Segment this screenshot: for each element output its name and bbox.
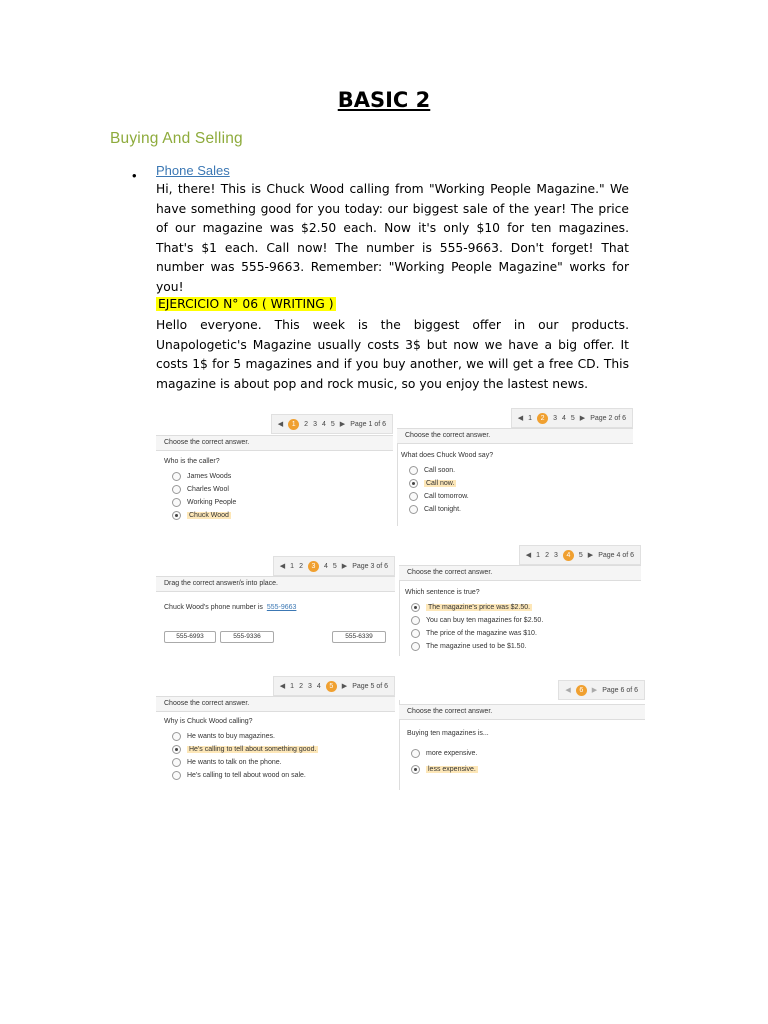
page-4[interactable]: 4 [563,550,574,561]
page-3[interactable]: 3 [308,561,319,572]
radio-selected-icon[interactable] [411,765,420,774]
next-icon[interactable]: ▶ [587,552,594,559]
option-selected[interactable] [172,743,318,756]
page-2[interactable]: 2 [545,551,549,559]
option[interactable] [411,745,478,761]
option-label: Call tonight. [424,506,461,513]
paragraph-writing: Hello everyone. This week is the biggest offer in our products. Unapologetic's Magazine usually costs 3$ but now we have a big offer. It costs 1$ for 5 magazines and if you buy another, we will get a free CD. This magazine is about pop and rock music, so you enjoy the lastest news. [156,318,629,391]
pager [273,676,395,696]
instruction: Choose the correct answer. [399,565,641,581]
prev-icon[interactable]: ◀ [277,421,284,428]
page-label: Page 5 of 6 [352,682,388,690]
quiz-panel-3 [156,556,395,656]
drop-target[interactable]: 555-9663 [266,604,297,611]
page-label: Page 6 of 6 [602,686,638,694]
drag-option[interactable]: 555-6993 [164,631,216,643]
option[interactable] [172,470,236,483]
drag-option[interactable]: 555-9336 [220,631,274,643]
prev-icon[interactable]: ◀ [279,683,286,690]
page-2[interactable]: 2 [537,413,548,424]
option-label: Working People [187,499,237,506]
page-2[interactable]: 2 [299,682,303,690]
phone-sales-link[interactable]: Phone Sales [156,163,230,178]
page-1[interactable]: 1 [290,562,295,570]
radio-icon[interactable] [409,492,418,501]
instruction: Drag the correct answer/s into place. [156,576,395,592]
paragraph-phone-sales: Hi, there! This is Chuck Wood calling from "Working People Magazine." We have something good for you today: our biggest sale of the year! The price of our magazine was $2.50 each. Now it's only $10 for ten magazines. That's $1 each. Call now! The number is 555-9663. Don't forget! That number was 555-9663. Remember: "Working People Magazine" works for you! [156,182,629,294]
option[interactable] [172,483,236,496]
options [411,745,478,777]
radio-icon[interactable] [172,498,181,507]
bullet: • [132,168,137,183]
page-1[interactable]: 1 [290,682,295,690]
options [409,464,469,516]
option-label: He wants to buy magazines. [187,733,275,740]
pager [273,556,395,576]
page-4[interactable]: 4 [323,562,328,570]
question: Chuck Wood's phone number is [164,604,263,611]
page-2[interactable]: 2 [304,420,309,428]
quiz-panel-6 [399,680,645,790]
radio-selected-icon[interactable] [172,511,181,520]
option-label: The price of the magazine was $10. [426,630,537,637]
option-label: more expensive. [426,749,478,757]
instruction: Choose the correct answer. [397,428,633,444]
option-label: He wants to talk on the phone. [187,759,282,766]
option-label: Call tomorrow. [424,493,469,500]
page-5[interactable]: 5 [326,681,337,692]
page-label: Page 4 of 6 [598,551,634,559]
page-2[interactable]: 2 [299,562,303,570]
page-3[interactable]: 3 [553,414,557,422]
option-label: Chuck Wood [189,512,229,519]
radio-icon[interactable] [172,771,181,780]
instruction: Choose the correct answer. [399,704,645,720]
page-3[interactable]: 3 [553,551,558,559]
option-label: The magazine used to be $1.50. [426,643,527,650]
prev-icon[interactable]: ◀ [565,687,571,694]
quiz-panel-5 [156,676,395,790]
quiz-panel-2 [397,408,633,526]
pager [558,680,645,700]
next-icon[interactable]: ▶ [579,415,586,422]
page-4[interactable]: 4 [316,682,321,690]
option[interactable] [172,769,318,782]
option[interactable] [172,496,236,509]
radio-icon[interactable] [172,485,181,494]
option[interactable] [172,730,318,743]
exercise-heading: EJERCICIO N° 06 ( WRITING ) [158,297,334,311]
prev-icon[interactable]: ◀ [279,563,286,570]
radio-icon[interactable] [172,732,181,741]
radio-selected-icon[interactable] [172,745,181,754]
option-label: You can buy ten magazines for $2.50. [426,617,544,624]
drag-option[interactable]: 555-6339 [332,631,386,643]
question: Why is Chuck Wood calling? [164,718,253,725]
page-4[interactable]: 4 [561,414,566,422]
quiz-panel-1 [156,414,393,526]
option[interactable] [409,490,469,503]
options [172,470,236,522]
option-label: The magazine's price was $2.50. [428,604,531,611]
radio-selected-icon[interactable] [409,479,418,488]
page-5[interactable]: 5 [578,551,583,559]
question: Who is the caller? [164,458,220,465]
page-4[interactable]: 4 [321,420,326,428]
option-selected[interactable] [411,601,543,614]
radio-icon[interactable] [172,758,181,767]
option[interactable] [411,627,543,640]
option[interactable] [411,614,543,627]
option-label: James Woods [187,473,232,480]
instruction: Choose the correct answer. [156,435,393,451]
instruction: Choose the correct answer. [156,696,395,712]
page-1[interactable]: 1 [288,419,299,430]
option-label: He's calling to tell about wood on sale. [187,772,306,779]
option-label: Charles Wool [187,486,229,493]
page-3[interactable]: 3 [307,682,312,690]
option-selected[interactable] [409,477,469,490]
option-selected[interactable] [172,509,236,522]
options [411,601,543,653]
page-5[interactable]: 5 [332,562,337,570]
page-1[interactable]: 1 [536,551,541,559]
options [172,730,318,782]
page-6[interactable]: 6 [576,685,587,696]
page-label: Page 3 of 6 [352,562,388,570]
document-title: BASIC 2 [337,88,431,112]
radio-icon[interactable] [411,749,420,758]
option-label: Call now. [426,480,455,487]
option-label: Call soon. [424,467,456,474]
pager [511,408,633,428]
radio-icon[interactable] [409,505,418,514]
question: What does Chuck Wood say? [401,452,494,459]
radio-icon[interactable] [172,472,181,481]
option[interactable] [411,640,543,653]
option-selected[interactable] [411,761,478,777]
radio-icon[interactable] [411,616,420,625]
radio-icon[interactable] [411,629,420,638]
pager [271,414,393,434]
question: Buying ten magazines is... [407,730,489,737]
option-label: He's calling to tell about something good. [189,746,317,753]
option[interactable] [409,464,469,477]
section-heading: Buying And Selling [110,130,243,147]
page-label: Page 1 of 6 [350,420,386,428]
question-row [164,604,296,611]
next-icon[interactable]: ▶ [341,683,348,690]
page-label: Page 2 of 6 [590,414,626,422]
radio-selected-icon[interactable] [411,603,420,612]
prev-icon[interactable]: ◀ [517,415,524,422]
option[interactable] [172,756,318,769]
radio-icon[interactable] [409,466,418,475]
prev-icon[interactable]: ◀ [525,552,532,559]
page-5[interactable]: 5 [330,420,335,428]
radio-icon[interactable] [411,642,420,651]
option[interactable] [409,503,469,516]
page-1[interactable]: 1 [528,414,533,422]
next-icon[interactable]: ▶ [341,563,348,570]
next-icon[interactable]: ▶ [591,687,598,694]
next-icon[interactable]: ▶ [339,421,346,428]
page-5[interactable]: 5 [570,414,575,422]
question: Which sentence is true? [405,589,480,596]
pager [519,545,641,565]
option-label: less expensive. [428,765,476,773]
page-3[interactable]: 3 [313,420,317,428]
quiz-panel-4 [399,545,641,656]
